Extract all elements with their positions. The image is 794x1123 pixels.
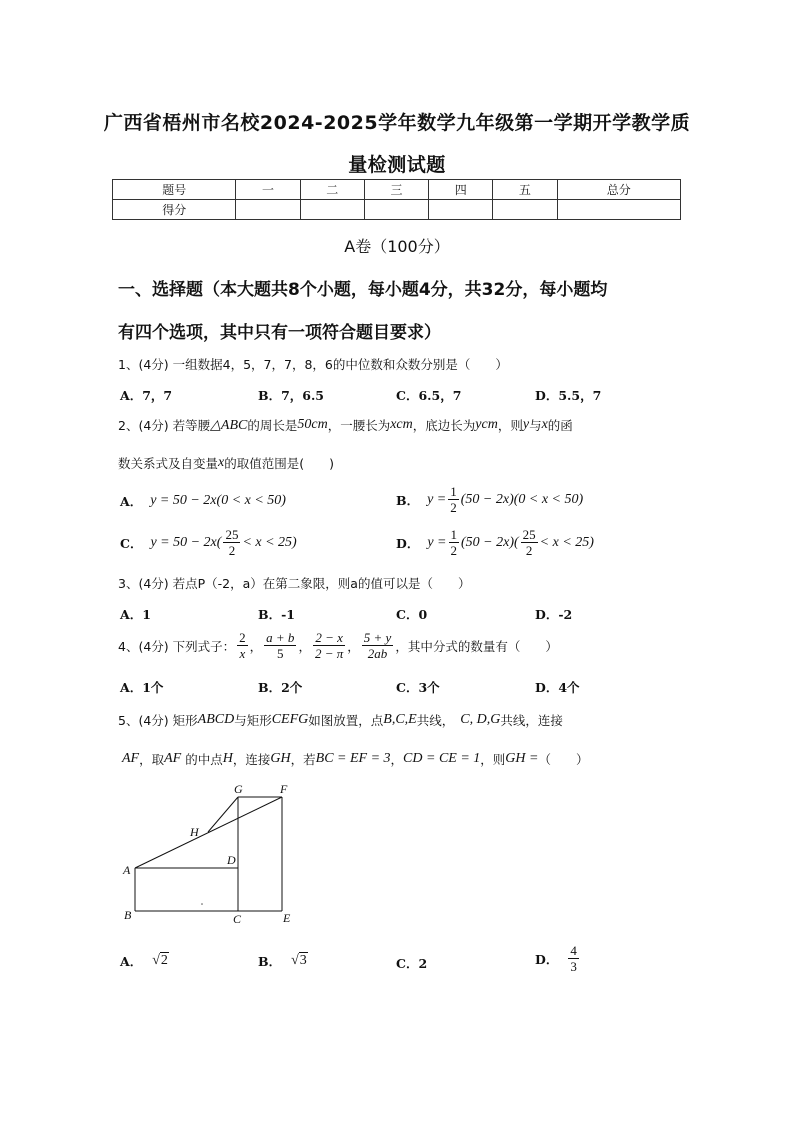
- q1-option-a: A．7，7: [120, 388, 173, 403]
- q2-text: ，一腰长为: [327, 418, 391, 433]
- section1-heading-line1: 一、选择题（本大题共8个小题，每小题4分，共32分，每小题均: [118, 280, 608, 300]
- q2-base: ycm: [475, 417, 498, 432]
- separator: ，: [347, 638, 360, 654]
- fraction: [264, 630, 296, 661]
- segment-af: [135, 797, 282, 868]
- q2-perimeter: 50cm: [297, 417, 328, 432]
- score-cell: [493, 200, 557, 220]
- q2-var-x: x: [541, 417, 548, 432]
- separator: ，: [249, 638, 263, 654]
- q5-text: 的中点: [185, 752, 223, 767]
- q5-math: CEFG: [271, 712, 309, 727]
- option-label: B．: [258, 954, 282, 969]
- math-text: < x < 25): [539, 534, 594, 550]
- q5-math: GH =: [505, 751, 539, 766]
- fraction-denominator: 3: [570, 959, 577, 974]
- q5-text: 共线，连接: [500, 713, 563, 728]
- q5-geometry-figure: [110, 780, 310, 930]
- q1-option-c: C．6.5，7: [396, 388, 462, 403]
- q5-option-d: [535, 943, 581, 974]
- fraction-denominator: 2: [228, 543, 236, 558]
- score-table-header-row: [113, 180, 681, 200]
- fraction-denominator: 2: [450, 500, 457, 515]
- q5-option-b: [258, 952, 308, 970]
- label-a: A: [123, 863, 131, 877]
- fraction-numerator: 2 − x: [315, 630, 343, 645]
- q3-option-c: C．0: [396, 607, 428, 622]
- q5-text: 如图放置，点: [308, 713, 384, 728]
- q5-math: B,C,E: [383, 712, 417, 727]
- title-line-2: 量检测试题: [348, 154, 446, 176]
- q2-text: 的取值范围是( ): [224, 456, 334, 471]
- title-line-1: 广西省梧州市名校2024-2025学年数学九年级第一学期开学教学质: [103, 112, 691, 134]
- q2-var-y: y: [522, 417, 530, 432]
- q5-text: ，若: [290, 752, 316, 767]
- fraction: [448, 484, 459, 515]
- score-table-score-row: [113, 200, 681, 220]
- fraction-denominator: 2: [525, 543, 533, 558]
- fraction: [521, 527, 538, 558]
- label-c: C: [233, 912, 242, 926]
- stray-dot: [201, 903, 203, 905]
- q2-text: ，则: [497, 418, 523, 433]
- fraction-denominator: 2 − π: [314, 646, 344, 661]
- separator: ，: [298, 638, 311, 654]
- q5-math: C, D,G: [460, 712, 501, 727]
- q5-text: ，则: [480, 752, 506, 767]
- q5-text: （ ）: [538, 752, 589, 767]
- q1-option-d: D．5.5，7: [535, 388, 602, 403]
- fraction-numerator: a + b: [266, 630, 295, 645]
- score-header-cell: 二: [300, 180, 364, 200]
- q5-math: GH: [270, 751, 291, 766]
- q4-text: ，其中分式的数量有（ ）: [395, 638, 558, 654]
- fraction: [568, 943, 579, 974]
- fraction-numerator: 25: [522, 527, 536, 542]
- volume-a-heading: A卷（100分）: [344, 237, 450, 256]
- q5-stem-line2: [122, 750, 588, 768]
- q2-text: 2、(4分) 若等腰: [118, 418, 211, 433]
- math-text: y =: [427, 534, 447, 550]
- q2-var-x: x: [218, 455, 225, 470]
- score-header-cell: 题号: [113, 180, 236, 200]
- fraction-denominator: 5: [277, 646, 284, 661]
- q5-text: ，: [390, 752, 404, 767]
- q5-text: ，取: [139, 752, 165, 767]
- option-label: A．: [120, 494, 143, 509]
- radicand: 3: [299, 953, 307, 968]
- q3-option-a: A．1: [120, 607, 151, 622]
- q2-leg: xcm: [390, 417, 413, 432]
- label-d: D: [227, 853, 236, 867]
- q5-option-c: C．2: [396, 956, 428, 971]
- fraction-numerator: 2: [239, 630, 246, 645]
- q1-stem: 1、(4分) 一组数据4，5，7，7，8，6的中位数和众数分别是（ ）: [118, 357, 508, 372]
- section1-heading-line2: 有四个选项，其中只有一项符合题目要求）: [118, 323, 441, 343]
- q3-stem: 3、(4分) 若点P（-2，a）在第二象限，则a的值可以是（ ）: [118, 576, 471, 591]
- label-b: B: [124, 908, 132, 922]
- fraction-denominator: 2: [450, 543, 458, 558]
- score-table: [112, 179, 681, 220]
- q3-option-d: D．-2: [535, 607, 573, 622]
- q2-text: ，底边长为: [412, 418, 476, 433]
- fraction-numerator: 1: [450, 484, 457, 499]
- q4-option-b: B．2个: [258, 680, 303, 695]
- math-text: y = 50 − 2x(: [150, 534, 222, 550]
- q2-text: 与: [529, 418, 542, 433]
- label-h: H: [190, 825, 199, 839]
- q1-option-b: B．7，6.5: [258, 388, 325, 403]
- fraction-denominator: x: [239, 646, 246, 661]
- fraction-denominator: 2ab: [367, 646, 388, 661]
- option-label: B．: [396, 492, 420, 508]
- q5-text: 5、(4分) 矩形: [118, 713, 198, 728]
- q4-option-d: D．4个: [535, 680, 580, 695]
- q2-triangle: △ABC: [210, 417, 248, 433]
- q5-option-a: [120, 952, 169, 970]
- score-cell: [300, 200, 364, 220]
- math-text: y =: [427, 491, 447, 507]
- q5-text: 与矩形: [234, 713, 272, 728]
- fraction-numerator: 5 + y: [363, 630, 392, 645]
- math-text: (50 − 2x)(: [461, 534, 519, 550]
- score-row-label: 得分: [113, 200, 236, 220]
- fraction-numerator: 4: [570, 943, 577, 958]
- option-label: A．: [120, 954, 143, 969]
- q2-text: 的函: [547, 418, 573, 433]
- q2-text: 数关系式及自变量: [118, 456, 219, 471]
- math-text: (50 − 2x)(0 < x < 50): [460, 491, 584, 507]
- q2-text: 的周长是: [247, 418, 298, 433]
- score-header-cell: 一: [236, 180, 300, 200]
- label-g: G: [234, 782, 243, 796]
- fraction: [362, 630, 394, 661]
- score-header-cell: 五: [493, 180, 557, 200]
- option-label: C．: [120, 535, 143, 551]
- score-header-cell: 四: [429, 180, 493, 200]
- q2-option-b: [396, 484, 583, 515]
- q4-option-a: A．1个: [120, 680, 164, 695]
- math-text: < x < 25): [242, 534, 297, 550]
- q5-text: 共线，: [416, 713, 455, 728]
- option-label: D．: [396, 535, 420, 551]
- score-cell: [429, 200, 493, 220]
- score-cell: [236, 200, 300, 220]
- q5-math: CD = CE = 1: [403, 751, 481, 766]
- fraction: [449, 527, 460, 558]
- sqrt-expression: √3: [291, 953, 307, 968]
- q5-math: ABCD: [197, 712, 235, 727]
- q2-option-d: [396, 527, 594, 558]
- q5-text: ，连接: [232, 752, 271, 767]
- q3-option-b: B．-1: [258, 607, 295, 622]
- label-e: E: [283, 911, 291, 925]
- q5-math: AF: [122, 751, 140, 766]
- q5-stem-line1: [118, 711, 563, 729]
- q2-stem-line2: [118, 454, 334, 472]
- q2-stem-line1: [118, 416, 573, 434]
- q2-option-a-expr: y = 50 − 2x(0 < x < 50): [150, 493, 286, 508]
- sqrt-expression: √2: [152, 953, 168, 968]
- label-f: F: [280, 782, 288, 796]
- q5-math: BC = EF = 3: [315, 751, 391, 766]
- option-label: D．: [535, 951, 559, 967]
- score-cell: [364, 200, 428, 220]
- fraction-numerator: 25: [225, 527, 239, 542]
- q2-option-a: [120, 492, 286, 510]
- q4-text: 4、(4分) 下列式子：: [118, 638, 236, 654]
- q5-math: AF: [164, 751, 182, 766]
- score-cell: [557, 200, 680, 220]
- segment-gh: [208, 797, 238, 832]
- fraction: [313, 630, 345, 661]
- radicand: 2: [160, 953, 168, 968]
- score-header-cell: 总分: [557, 180, 680, 200]
- q2-option-c: [120, 527, 297, 558]
- fraction-numerator: 1: [450, 527, 458, 542]
- q4-stem: [118, 630, 558, 661]
- q5-math: H: [222, 751, 233, 766]
- score-header-cell: 三: [364, 180, 428, 200]
- fraction: [223, 527, 240, 558]
- fraction: [237, 630, 248, 661]
- q4-option-c: C．3个: [396, 680, 440, 695]
